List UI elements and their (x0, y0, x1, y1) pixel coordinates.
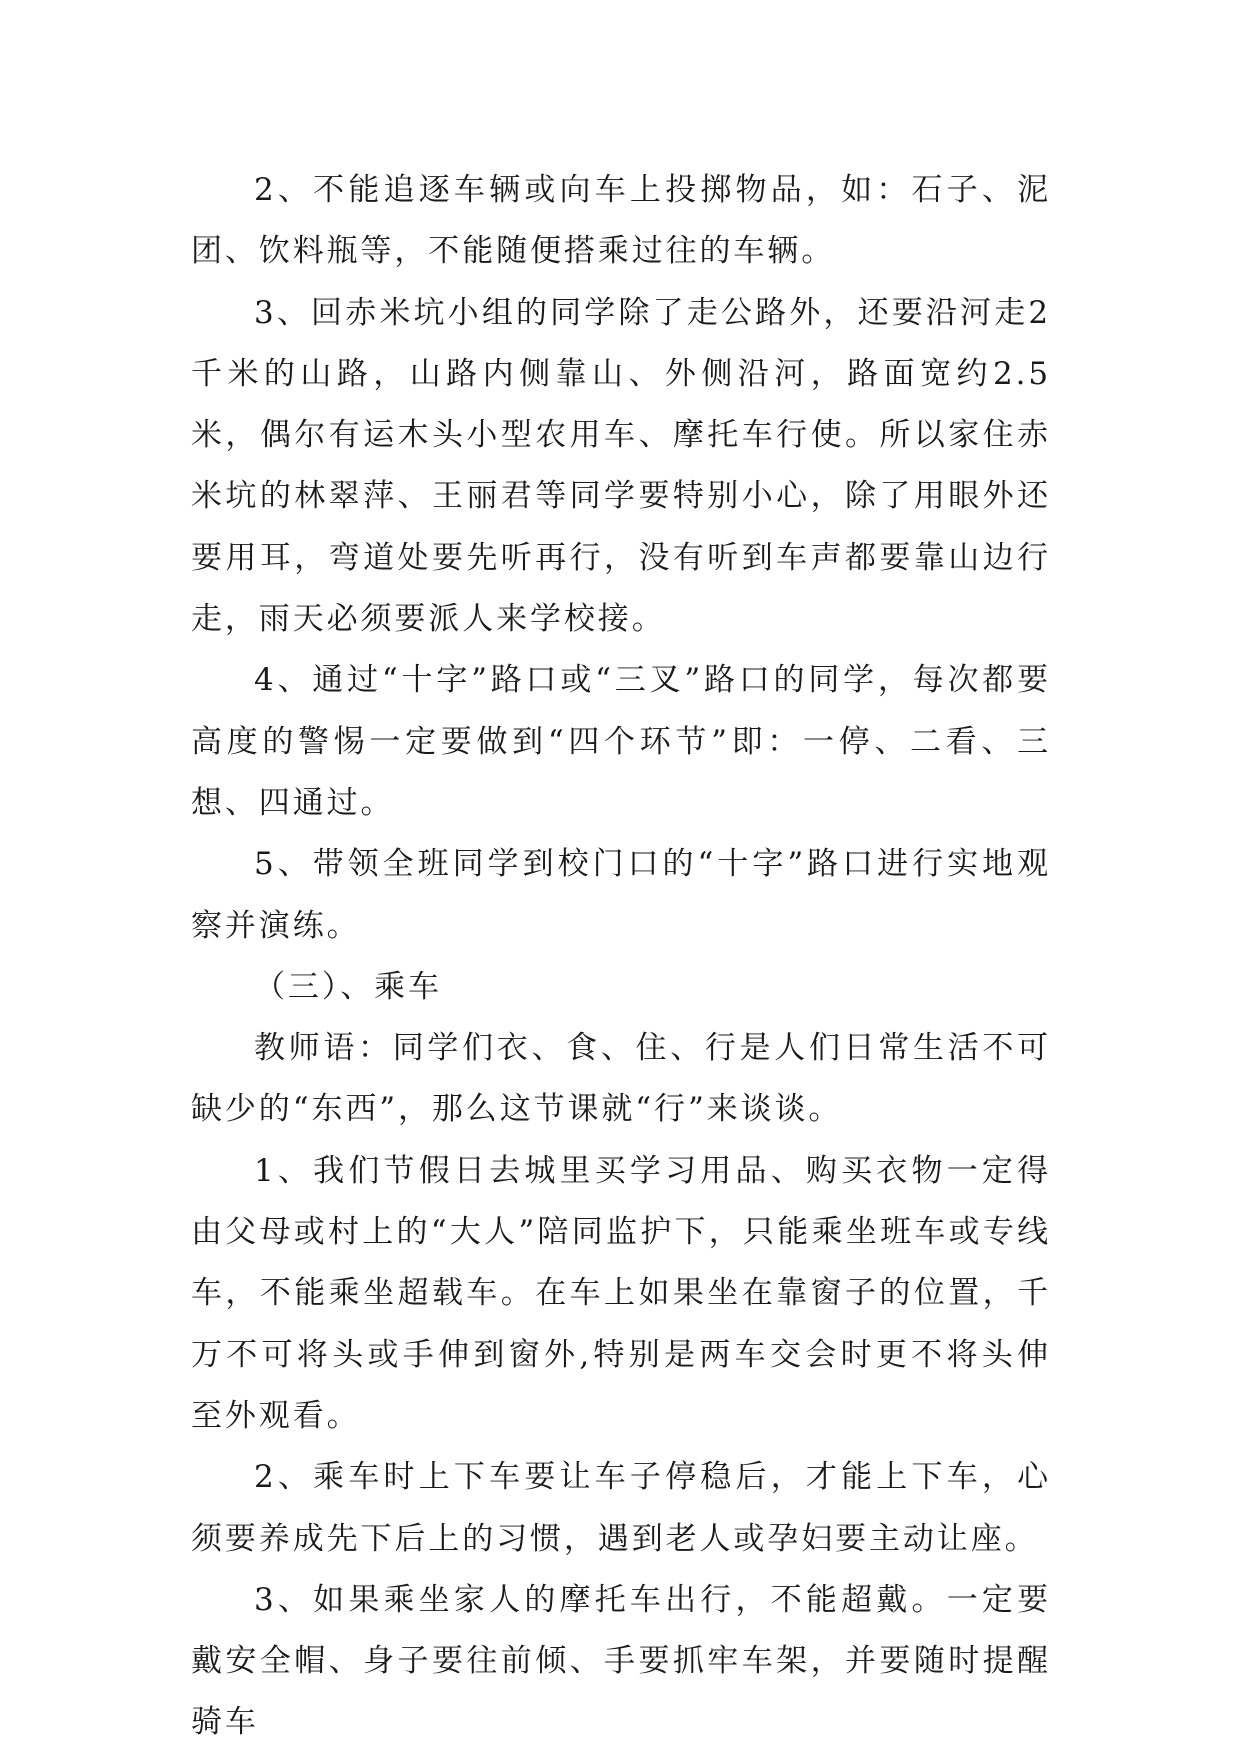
paragraph-item-2: 2、不能追逐车辆或向车上投掷物品，如：石子、泥团、饮料瓶等，不能随便搭乘过往的车辆。 (191, 172, 1051, 270)
teacher-remark: 教师语：同学们衣、食、住、行是人们日常生活不可缺少的“东西”，那么这节课就“行”来谈谈。 (191, 1030, 1051, 1128)
paragraph-item-5: 5、带领全班同学到校门口的“十字”路口进行实地观察并演练。 (191, 846, 1051, 944)
section-heading-riding: （三）、乘车 (254, 968, 442, 1005)
paragraph-item-3: 3、回赤米坑小组的同学除了走公路外，还要沿河走2千米的山路，山路内侧靠山、外侧沿河，路面宽约2.5米，偶尔有运木头小型农用车、摩托车行使。所以家住赤米坑的林翠萍、王丽君等同学要特别小心，除了用眼外还要用耳，弯道处要先听再行，没有听到车声都要靠山边行走，雨天必须要派人来学校接。 (191, 294, 1051, 638)
riding-item-3: 3、如果乘坐家人的摩托车出行，不能超戴。一定要戴安全帽、身子要往前倾、手要抓牢车架，并要随时提醒骑车 (191, 1581, 1051, 1741)
riding-item-2: 2、乘车时上下车要让车子停稳后，才能上下车，心须要养成先下后上的习惯，遇到老人或孕妇要主动让座。 (191, 1459, 1051, 1557)
riding-item-1: 1、我们节假日去城里买学习用品、购买衣物一定得由父母或村上的“大人”陪同监护下，只能乘坐班车或专线车，不能乘坐超载车。在车上如果坐在靠窗子的位置，千万不可将头或手伸到窗外,特别是两车交会时更不将头伸至外观看。 (191, 1152, 1051, 1434)
paragraph-item-4: 4、通过“十字”路口或“三叉”路口的同学，每次都要高度的警惕一定要做到“四个环节”即：一停、二看、三想、四通过。 (191, 662, 1051, 821)
document-body (191, 160, 1051, 1754)
